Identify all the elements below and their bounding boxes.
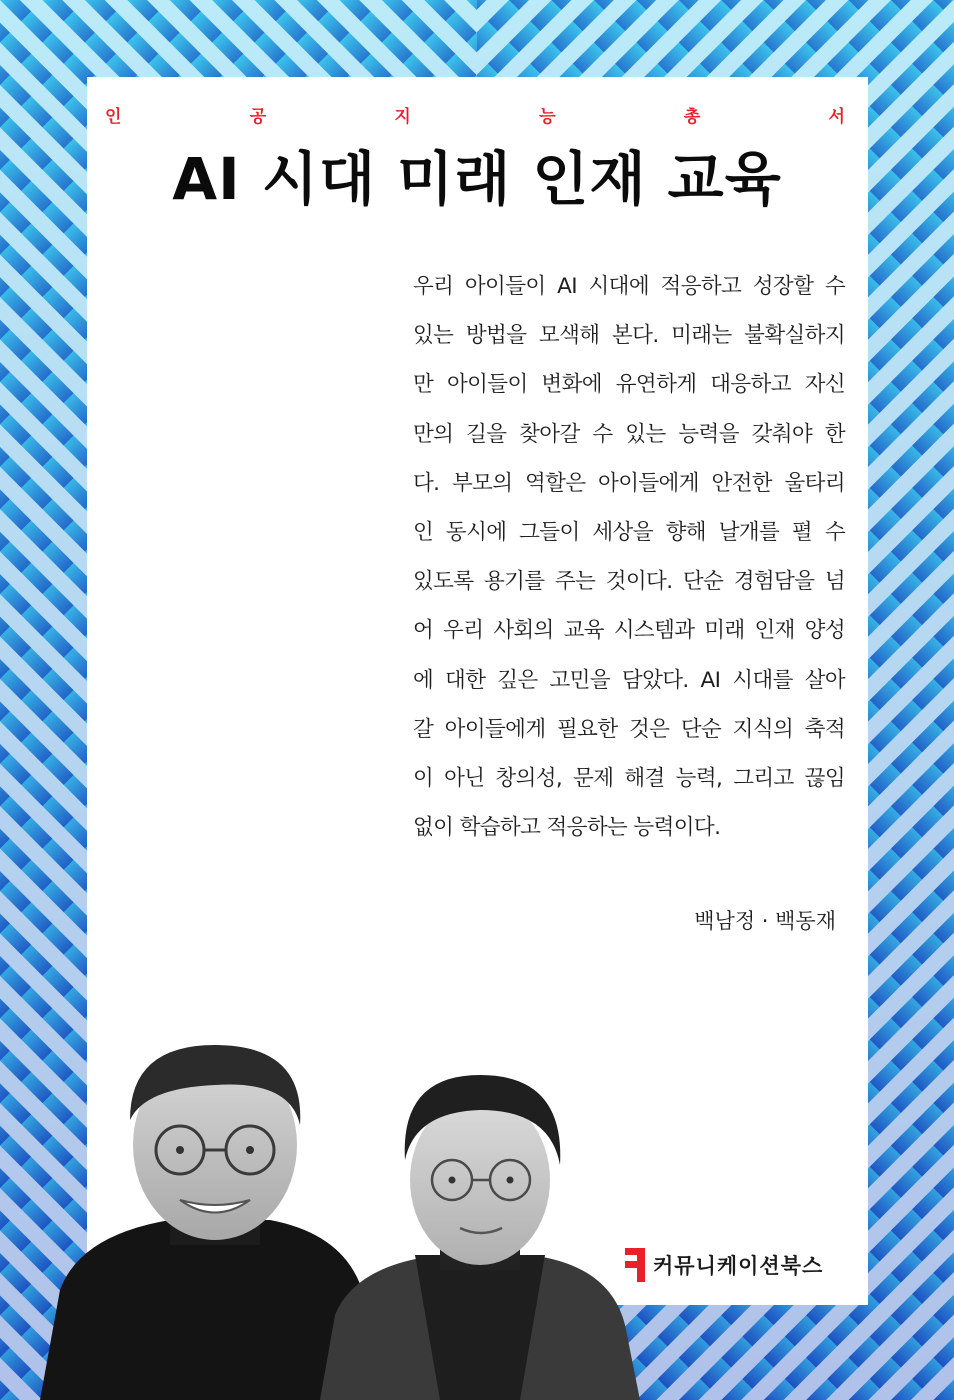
description-line: 이 아닌 창의성, 문제 해결 능력, 그리고 끊임 xyxy=(413,765,845,791)
publisher-name: 커뮤니케이션북스 xyxy=(653,1254,824,1278)
series-char: 인 xyxy=(105,107,122,127)
book-title: AI 시대 미래 인재 교육 xyxy=(172,145,782,213)
description-line: 있는 방법을 모색해 본다. 미래는 불확실하지 xyxy=(413,323,845,349)
publisher-logo xyxy=(625,1248,823,1282)
left-person-figure xyxy=(40,1045,380,1400)
series-char: 총 xyxy=(683,107,701,127)
description-line: 만의 길을 찾아갈 수 있는 능력을 갖춰야 한 xyxy=(413,421,845,447)
series-label xyxy=(105,102,845,127)
right-person-figure xyxy=(320,1075,640,1400)
description-line: 다. 부모의 역할은 아이들에게 안전한 울타리 xyxy=(413,470,845,496)
series-char: 능 xyxy=(539,107,556,127)
description-line: 있도록 용기를 주는 것이다. 단순 경험담을 넘 xyxy=(413,569,845,595)
series-char: 지 xyxy=(394,107,411,127)
author-names: 백남정 · 백동재 xyxy=(694,909,836,933)
series-char: 공 xyxy=(249,107,267,127)
description-line: 어 우리 사회의 교육 시스템과 미래 인재 양성 xyxy=(413,618,845,644)
description-line: 없이 학습하고 적응하는 능력이다. xyxy=(413,815,721,841)
description-line: 갈 아이들에게 필요한 것은 단순 지식의 축적 xyxy=(413,716,845,742)
series-char: 서 xyxy=(828,107,845,127)
description-line: 에 대한 깊은 고민을 담았다. AI 시대를 살아 xyxy=(413,667,845,693)
authors-photo xyxy=(20,1040,670,1400)
description-line: 우리 아이들이 AI 시대에 적응하고 성장할 수 xyxy=(413,274,845,299)
description-line: 만 아이들이 변화에 유연하게 대응하고 자신 xyxy=(413,372,845,398)
book-description xyxy=(413,262,845,852)
publisher-mark-icon xyxy=(625,1248,645,1282)
description-line: 인 동시에 그들이 세상을 향해 날개를 펼 수 xyxy=(413,519,845,545)
